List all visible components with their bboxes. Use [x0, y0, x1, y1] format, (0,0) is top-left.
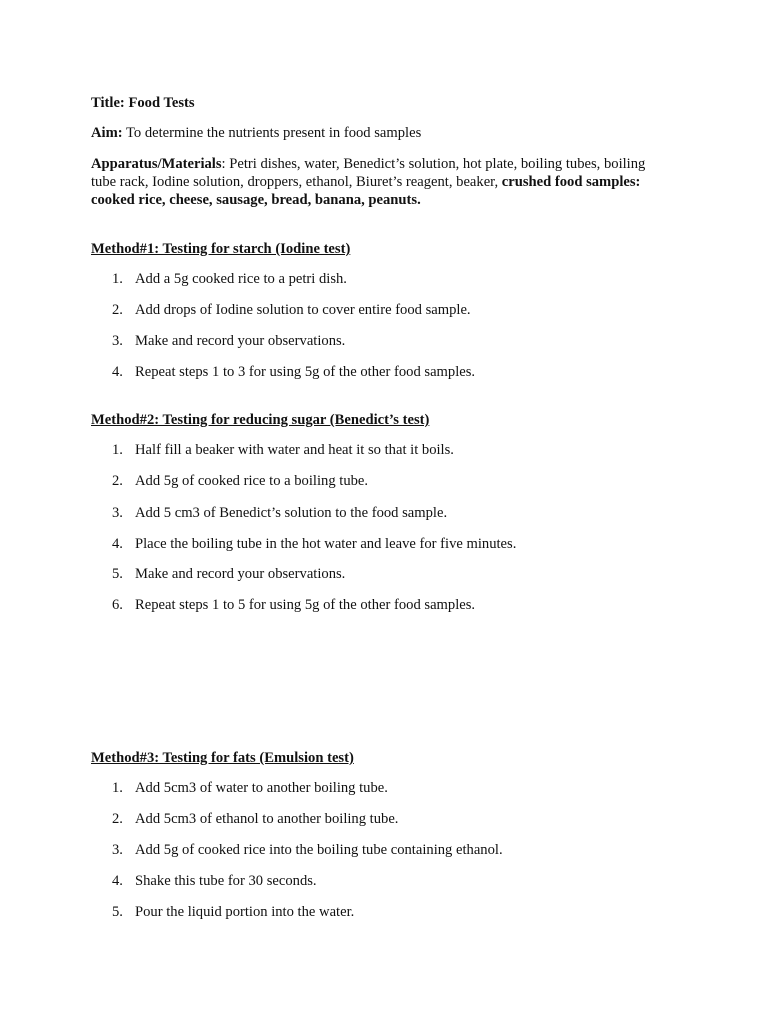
method-2-step — [112, 441, 454, 459]
method-3-step — [112, 779, 388, 797]
step-text: Add 5g of cooked rice to a boiling tube. — [135, 473, 369, 489]
method-1-heading: Method#1: Testing for starch (Iodine test) — [91, 241, 351, 257]
step-number: 3. — [112, 842, 123, 858]
step-text: Place the boiling tube in the hot water and leave for five minutes. — [135, 536, 517, 552]
aim-line — [91, 124, 421, 142]
method-2-step — [112, 504, 447, 522]
method-2-heading: Method#2: Testing for reducing sugar (Benedict’s test) — [91, 412, 430, 428]
method-3-step — [112, 810, 398, 828]
method-1-step — [112, 270, 347, 288]
step-text: Pour the liquid portion into the water. — [135, 904, 355, 920]
method-1-step — [112, 332, 345, 350]
step-number: 1. — [112, 442, 123, 458]
step-text: Make and record your observations. — [135, 333, 346, 349]
method-1-step — [112, 301, 471, 319]
step-number: 3. — [112, 333, 123, 349]
apparatus-text-2-bold: crushed food samples: — [501, 174, 641, 190]
step-text: Add a 5g cooked rice to a petri dish. — [135, 271, 347, 287]
step-number: 5. — [112, 904, 123, 920]
method-2-step — [112, 535, 516, 553]
method-3-step — [112, 872, 317, 890]
step-text: Shake this tube for 30 seconds. — [135, 873, 317, 889]
step-number: 5. — [112, 566, 123, 582]
apparatus-text-3-bold: cooked rice, cheese, sausage, bread, banana, peanuts. — [91, 192, 421, 208]
step-text: Add drops of Iodine solution to cover entire food sample. — [135, 302, 471, 318]
step-number: 4. — [112, 873, 123, 889]
method-3-step — [112, 903, 354, 921]
apparatus-line-1 — [91, 155, 645, 173]
step-text: Half fill a beaker with water and heat it so that it boils. — [135, 442, 454, 458]
step-text: Make and record your observations. — [135, 566, 346, 582]
step-number: 2. — [112, 302, 123, 318]
apparatus-label: Apparatus/Materials — [91, 156, 222, 172]
step-text: Repeat steps 1 to 5 for using 5g of the other food samples. — [135, 597, 476, 613]
method-2-step — [112, 472, 368, 490]
method-3-heading: Method#3: Testing for fats (Emulsion test) — [91, 750, 354, 766]
title-label: Title: — [91, 95, 129, 111]
step-number: 3. — [112, 505, 123, 521]
step-number: 6. — [112, 597, 123, 613]
step-number: 4. — [112, 536, 123, 552]
step-number: 2. — [112, 811, 123, 827]
apparatus-line-3 — [91, 191, 421, 209]
step-text: Add 5 cm3 of Benedict’s solution to the food sample. — [135, 505, 448, 521]
method-1-step — [112, 363, 475, 381]
aim-text: To determine the nutrients present in food samples — [122, 125, 422, 141]
method-3-step — [112, 841, 503, 859]
step-text: Add 5cm3 of ethanol to another boiling tube. — [135, 811, 399, 827]
method-2-step — [112, 596, 475, 614]
step-number: 1. — [112, 780, 123, 796]
step-number: 4. — [112, 364, 123, 380]
aim-label: Aim: — [91, 125, 123, 141]
apparatus-text-2: tube rack, Iodine solution, droppers, ethanol, Biuret’s reagent, beaker, — [91, 174, 502, 190]
method-2-step — [112, 565, 345, 583]
apparatus-text-1: : Petri dishes, water, Benedict’s solution, hot plate, boiling tubes, boiling — [221, 156, 646, 172]
step-number: 1. — [112, 271, 123, 287]
step-number: 2. — [112, 473, 123, 489]
apparatus-line-2 — [91, 173, 640, 191]
step-text: Add 5cm3 of water to another boiling tube. — [135, 780, 388, 796]
step-text: Repeat steps 1 to 3 for using 5g of the other food samples. — [135, 364, 476, 380]
step-text: Add 5g of cooked rice into the boiling tube containing ethanol. — [135, 842, 503, 858]
title-line — [91, 94, 195, 112]
document-title: Food Tests — [128, 95, 195, 111]
